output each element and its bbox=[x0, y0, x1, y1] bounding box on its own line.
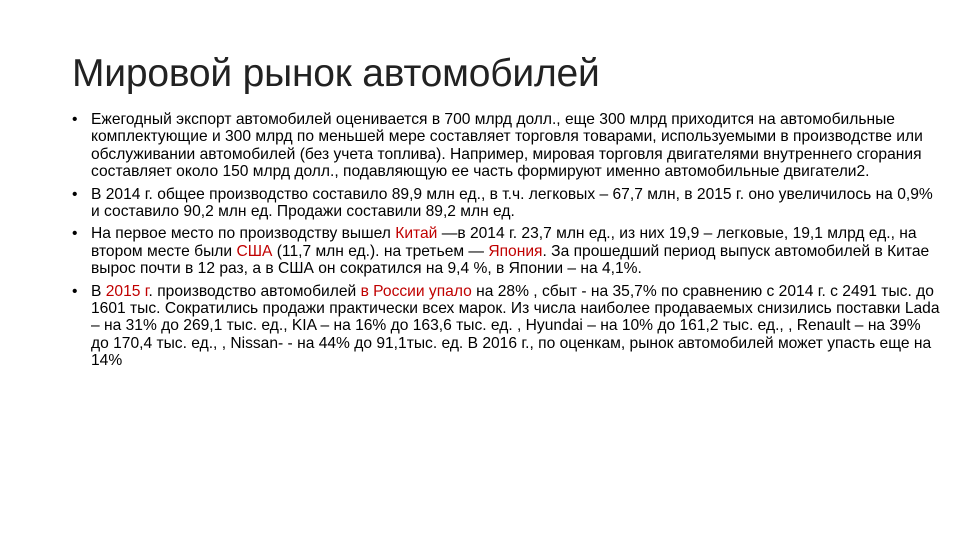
bullet-text: В 2014 г. общее производство составило 89,9 млн ед., в т.ч. легковых – 67,7 млн, в 2015 г. оно увеличилось на 0,9% и составило 90,2 млн ед. Продажи составили 89,2 млн ед. bbox=[91, 185, 933, 221]
bullet-text: На первое место по производству вышел bbox=[91, 225, 396, 243]
highlighted-text: Китай bbox=[395, 225, 438, 243]
bullet-list bbox=[72, 111, 942, 375]
bullet-text: . За прошедший период выпуск автомобилей в Китае вырос почти в 12 раз, а в США он сократился на 9,4 %, в Японии – на 4,1%. bbox=[91, 242, 930, 278]
bullet-item bbox=[72, 111, 942, 181]
bullet-item bbox=[72, 283, 942, 370]
bullet-marker-icon: • bbox=[72, 185, 78, 203]
bullet-text: —в 2014 г. 23,7 млн ед., из них 19,9 – легковые, 19,1 млрд ед., на втором месте были bbox=[91, 225, 917, 260]
highlighted-text: в России упало bbox=[360, 282, 472, 300]
bullet-marker-icon: • bbox=[72, 282, 78, 300]
bullet-text: В bbox=[91, 282, 106, 300]
bullet-text: (11,7 млн ед.). на третьем — bbox=[272, 242, 489, 260]
bullet-text: . производство автомобилей bbox=[148, 282, 361, 300]
slide-title: Мировой рынок автомобилей bbox=[72, 52, 600, 95]
bullet-item bbox=[72, 225, 942, 277]
highlighted-text: Япония bbox=[488, 242, 543, 260]
highlighted-text: 2015 г bbox=[105, 282, 149, 300]
bullet-marker-icon: • bbox=[72, 111, 78, 128]
bullet-marker-icon: • bbox=[72, 225, 78, 243]
bullet-text: Ежегодный экспорт автомобилей оценивается в 700 млрд долл., еще 300 млрд приходится на автомобильные комплектующие и 300 млрд по меньшей мере составляет торговля товарами, используемыми в производстве или обслуживании автомобилей (без учета топлива). Например, мировая торговля двигателями внутреннего сгорания составляет около 150 млрд долл., подавляющую ее часть формируют именно автомобильные двигатели2. bbox=[91, 111, 923, 181]
bullet-item bbox=[72, 186, 942, 221]
highlighted-text: США bbox=[236, 242, 273, 260]
bullet-text: на 28% , сбыт - на 35,7% по сравнению с 2014 г. с 2491 тыс. до 1601 тыс. Сократились продажи практически всех марок. Из числа наиболее продаваемых снизились поставки Lada – на 31% до 269,1 тыс. ед., KIA – на 16% до 163,6 тыс. ед. , Hyundai – на 10% до 161,2 тыс. ед., , Renault – на 39% до 170,4 тыс. ед., , Nissan- - на 44% до 91,1тыс. ед. В 2016 г., по оценкам, рынок автомобилей может упасть еще на 14% bbox=[91, 282, 940, 370]
